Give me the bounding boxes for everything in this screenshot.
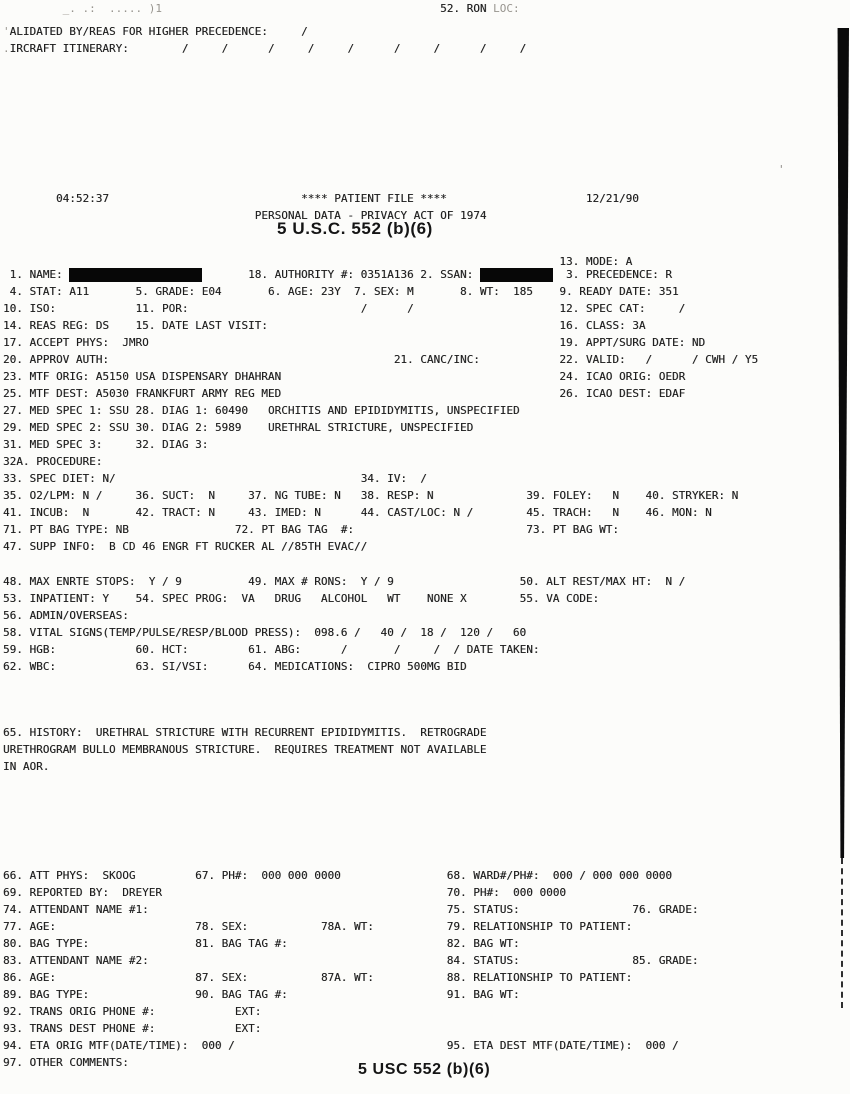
text-segment: 35. O2/LPM: N / [3,489,103,502]
document-line [3,575,850,589]
document-line [3,404,850,418]
text-segment: 7. SEX: M [347,285,414,298]
document-line [3,489,850,503]
text-segment: 04:52:37 [55,192,109,205]
text-segment: 61. ABG: [248,643,302,656]
text-segment: 62. WBC: [3,660,56,673]
text-segment: 11. POR: [135,302,189,315]
text-segment: 28. DIAG 1: 60490 [135,404,249,417]
document-line [3,25,850,39]
scan-edge-dashes [841,858,843,1008]
text-segment: 94. ETA ORIG MTF(DATE/TIME): 000 / [3,1039,235,1052]
text-segment: ORCHITIS AND EPIDIDYMITIS, UNSPECIFIED [267,404,520,417]
text-segment: PERSONAL DATA - PRIVACY ACT OF 1974 [254,209,487,222]
text-segment: 92. TRANS ORIG PHONE #: [3,1005,156,1018]
text-segment: 90. BAG TAG #: [195,988,288,1001]
text-segment: 50. ALT REST/MAX HT: N / [519,575,686,588]
text-segment: / [340,643,348,656]
document-line [3,954,850,968]
text-segment: 65. HISTORY: URETHRAL STRICTURE WITH RECURRENT EPIDIDYMITIS. RETROGRADE [3,726,487,739]
text-segment: 25. MTF DEST: A5030 FRANKFURT ARMY REG MED [3,387,282,400]
text-segment: 29. MED SPEC 2: SSU [3,421,129,434]
text-segment: 43. IMED: N [248,506,321,519]
text-segment: 18. AUTHORITY #: 0351A136 2. SSAN: [248,268,474,281]
text-segment: 22. VALID: [559,353,626,366]
text-segment: 76. GRADE: [632,903,699,916]
text-segment: 31. MED SPEC 3: [3,438,103,451]
text-segment: 91. BAG WT: [446,988,520,1001]
text-segment: 84. STATUS: [446,954,520,967]
text-segment: 80. BAG TYPE: [3,937,90,950]
text-segment: LOC: [493,2,520,15]
text-segment: EXT: [234,1005,262,1018]
document-line [3,353,850,367]
text-segment: / [307,42,315,55]
text-segment: 9. READY DATE: 351 [552,285,679,298]
text-segment: 89. BAG TYPE: [3,988,90,1001]
text-segment: 33. SPEC DIET: N/ [3,472,116,485]
text-segment: 17. ACCEPT PHYS: JMRO [3,336,149,349]
document-line [3,42,850,56]
text-segment: 87. SEX: [195,971,249,984]
text-segment: 59. HGB: [3,643,56,656]
text-segment: ALIDATED BY/REAS FOR HIGHER PRECEDENCE: [9,25,268,38]
document-line [3,1005,850,1019]
document-line [3,643,850,657]
document-line [3,886,850,900]
name-redaction [69,268,201,282]
text-segment: 30. DIAG 2: 5989 [135,421,242,434]
document-line [3,609,850,623]
document-line [3,1039,850,1053]
text-segment: 73. PT BAG WT: [526,523,619,536]
document-line [3,760,850,774]
document-line [3,903,850,917]
text-segment: 79. RELATIONSHIP TO PATIENT: [446,920,633,933]
text-segment: / [181,42,189,55]
text-segment: 82. BAG WT: [446,937,520,950]
text-segment: 10. ISO: [3,302,56,315]
document-line [3,971,850,985]
document-line [3,540,850,554]
document-line [3,988,850,1002]
text-segment: 16. CLASS: 3A [559,319,646,332]
document-line [3,626,850,640]
document-line [3,336,850,350]
text-segment: 6. AGE: 23Y [261,285,341,298]
document-line [3,387,850,401]
document-line [3,319,850,333]
document-line [3,421,850,435]
text-segment: / [393,643,401,656]
text-segment: / [347,42,355,55]
text-segment: 39. FOLEY: N [526,489,619,502]
text-segment: 77. AGE: [3,920,56,933]
document-line [3,2,850,16]
document-line [3,472,850,486]
text-segment: 85. GRADE: [632,954,699,967]
text-segment: 3. PRECEDENCE: R [559,268,672,281]
document-line [3,455,850,469]
text-segment: 72. PT BAG TAG #: [234,523,355,536]
text-segment: / [678,302,686,315]
text-segment: 8. WT: 185 [453,285,533,298]
document-line [3,592,850,606]
text-segment: / [360,302,368,315]
privacy-stamp-top: 5 U.S.C. 552 (b)(6) [277,219,433,238]
text-segment: / [393,42,401,55]
text-segment: / [433,643,441,656]
text-segment: 47. SUPP INFO: B CD 46 ENGR FT RUCKER AL //85TH EVAC// [3,540,368,553]
document-line [3,869,850,883]
text-segment: 19. APPT/SURG DATE: ND [559,336,706,349]
text-segment: 56. ADMIN/OVERSEAS: [3,609,129,622]
document-line [3,438,850,452]
text-segment: 54. SPEC PROG: VA DRUG ALCOHOL WT NONE X [135,592,467,605]
text-segment: 81. BAG TAG #: [195,937,288,950]
document-line [3,920,850,934]
privacy-stamp-bottom: 5 USC 552 (b)(6) [358,1061,491,1078]
text-segment: 20. APPROV AUTH: [3,353,109,366]
text-segment: URETHROGRAM BULLO MEMBRANOUS STRICTURE. REQUIRES TREATMENT NOT AVAILABLE [3,743,487,756]
text-segment: 41. INCUB: N [3,506,90,519]
text-segment: 26. ICAO DEST: EDAF [559,387,686,400]
text-segment: 12/21/90 [585,192,639,205]
text-segment: / [433,42,441,55]
text-segment: / [519,42,527,55]
text-segment: IN AOR. [3,760,50,773]
text-segment: / [267,42,275,55]
text-segment: 12. SPEC CAT: [559,302,646,315]
text-segment: 66. ATT PHYS: SKOOG [3,869,136,882]
text-segment: / [221,42,229,55]
text-segment: 32A. PROCEDURE: [3,455,103,468]
text-segment: 53. INPATIENT: Y [3,592,109,605]
text-segment: / DATE TAKEN: [453,643,540,656]
text-segment: 63. SI/VSI: [135,660,209,673]
text-segment: ' [3,25,10,38]
document-line [3,1022,850,1036]
text-segment: 69. REPORTED BY: DREYER [3,886,162,899]
document-line [3,937,850,951]
document-line [3,370,850,384]
text-segment: 27. MED SPEC 1: SSU [3,404,129,417]
text-segment: 60. HCT: [135,643,189,656]
document-line [3,743,850,757]
text-segment: . [3,42,10,55]
text-segment: / [645,353,653,366]
document-line [3,255,850,269]
document-line [3,268,850,282]
text-segment: 78. SEX: [195,920,249,933]
document-line [3,285,850,299]
text-segment: 97. OTHER COMMENTS: [3,1056,129,1069]
text-segment: / [407,302,414,315]
text-segment: EXT: [234,1022,262,1035]
ssan-redaction [480,268,553,282]
text-segment: 48. MAX ENRTE STOPS: Y / 9 [3,575,182,588]
text-segment: 38. RESP: N [360,489,434,502]
document-line [3,523,850,537]
text-segment: 37. NG TUBE: N [248,489,341,502]
text-segment: 42. TRACT: N [135,506,215,519]
text-segment: 93. TRANS DEST PHONE #: [3,1022,156,1035]
document-line [3,726,850,740]
text-segment: 88. RELATIONSHIP TO PATIENT: [446,971,633,984]
text-segment: 34. IV: / [360,472,427,485]
text-segment: 71. PT BAG TYPE: NB [3,523,129,536]
scan-artifact-tick: ' [778,163,785,176]
text-segment: 64. MEDICATIONS: CIPRO 500MG BID [248,660,467,673]
text-segment: 58. VITAL SIGNS(TEMP/PULSE/RESP/BLOOD PRESS): 098.6 / 40 / 18 / 120 / 60 [3,626,527,639]
text-segment: 49. MAX # RONS: Y / 9 [248,575,394,588]
text-segment: 87A. WT: [320,971,374,984]
text-segment: 14. REAS REG: DS [3,319,109,332]
text-segment: 86. AGE: [3,971,56,984]
text-segment: **** PATIENT FILE **** [301,192,447,205]
text-segment: 45. TRACH: N [526,506,619,519]
text-segment: 15. DATE LAST VISIT: [135,319,268,332]
text-segment: 75. STATUS: [446,903,520,916]
text-segment: 46. MON: N [645,506,712,519]
text-segment: 78A. WT: [320,920,374,933]
document-line [3,192,850,206]
document-line [3,660,850,674]
text-segment: 67. PH#: 000 000 0000 [195,869,341,882]
text-segment: 23. MTF ORIG: A5150 USA DISPENSARY DHAHRAN [3,370,282,383]
text-segment: / [479,42,487,55]
text-segment: 21. CANC/INC: [393,353,480,366]
text-segment: 5. GRADE: E04 [128,285,222,298]
text-segment: _. .: ..... )1 [62,2,162,15]
text-segment: 4. STAT: A11 [3,285,90,298]
text-segment: 44. CAST/LOC: N / [360,506,474,519]
text-segment: 52. RON [440,2,494,15]
text-segment: / [301,25,308,38]
text-segment: / CWH / Y5 [691,353,759,366]
text-segment: 83. ATTENDANT NAME #2: [3,954,149,967]
text-segment: 13. MODE: A [559,255,633,268]
text-segment: 68. WARD#/PH#: 000 / 000 000 0000 [446,869,672,882]
text-segment: 74. ATTENDANT NAME #1: [3,903,149,916]
text-segment: 40. STRYKER: N [645,489,739,502]
document-line [3,506,850,520]
text-segment: 36. SUCT: N [135,489,215,502]
text-segment: IRCRAFT ITINERARY: [9,42,129,55]
text-segment: 24. ICAO ORIG: OEDR [559,370,686,383]
text-segment: 32. DIAG 3: [135,438,209,451]
text-segment: 55. VA CODE: [519,592,600,605]
text-segment: URETHRAL STRICTURE, UNSPECIFIED [267,421,474,434]
text-segment: 70. PH#: 000 0000 [446,886,567,899]
document-line [3,302,850,316]
text-segment: 1. NAME: [3,268,70,281]
text-segment: 95. ETA DEST MTF(DATE/TIME): 000 / [446,1039,679,1052]
